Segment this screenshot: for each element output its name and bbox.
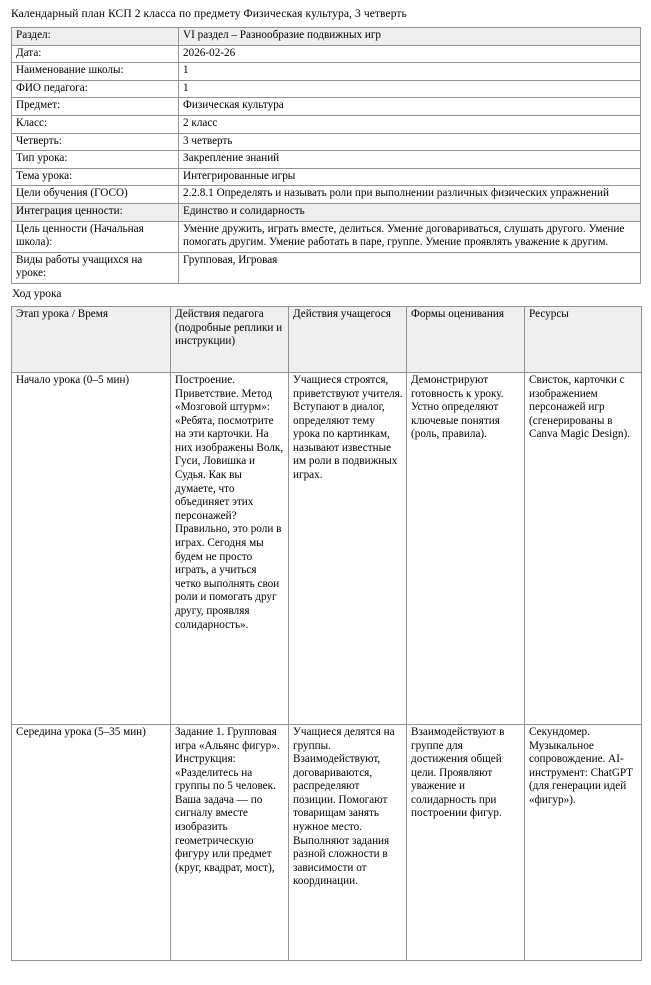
- info-value: 2 класс: [179, 115, 641, 133]
- column-header-student-actions: Действия учащегося: [289, 306, 407, 372]
- table-row: [12, 724, 642, 960]
- info-label: Дата:: [12, 45, 179, 63]
- info-value: Групповая, Игровая: [179, 252, 641, 283]
- table-row: [12, 80, 641, 98]
- table-row: [12, 151, 641, 169]
- cell-assessment: Взаимодействуют в группе для достижения общей цели. Проявляют уважение и солидарность при построении фигур.: [407, 724, 525, 960]
- info-label: Раздел:: [12, 28, 179, 46]
- info-label: Интеграция ценности:: [12, 203, 179, 221]
- info-label: Виды работы учащихся на уроке:: [12, 252, 179, 283]
- cell-assessment: Демонстрируют готовность к уроку. Устно определяют ключевые понятия (роль, правила).: [407, 372, 525, 724]
- info-label: Цель ценности (Начальная школа):: [12, 221, 179, 252]
- info-value: 3 четверть: [179, 133, 641, 151]
- lesson-flow-body: [12, 372, 642, 960]
- table-header-row: [12, 306, 642, 372]
- column-header-assessment: Формы оценивания: [407, 306, 525, 372]
- lesson-flow-table: [11, 306, 642, 961]
- column-header-stage: Этап урока / Время: [12, 306, 171, 372]
- lesson-flow-header: [12, 306, 642, 372]
- info-label: Цели обучения (ГОСО): [12, 186, 179, 204]
- info-value: 1: [179, 63, 641, 81]
- info-label: Наименование школы:: [12, 63, 179, 81]
- column-header-resources: Ресурсы: [525, 306, 642, 372]
- info-label: Тема урока:: [12, 168, 179, 186]
- info-value: VI раздел – Разнообразие подвижных игр: [179, 28, 641, 46]
- cell-student-actions: Учащиеся делятся на группы. Взаимодействуют, договариваются, распределяют позиции. Помогают товарищам занять нужное место. Выполняют задания разной сложности в зависимости от координации.: [289, 724, 407, 960]
- section-heading-lesson-flow: Ход урока: [12, 287, 62, 300]
- info-value: Умение дружить, играть вместе, делиться. Умение договариваться, слушать другого. Умение помогать другим. Умение работать в паре, группе. Умение проявлять уважение к другим.: [179, 221, 641, 252]
- cell-student-actions: Учащиеся строятся, приветствуют учителя. Вступают в диалог, определяют тему урока по картинкам, называют известные им роли в подвижных играх.: [289, 372, 407, 724]
- table-row: [12, 203, 641, 221]
- cell-resources: Секундомер. Музыкальное сопровождение. AI-инструмент: ChatGPT (для генерации идей «фигур»).: [525, 724, 642, 960]
- info-value: Закрепление знаний: [179, 151, 641, 169]
- table-row: [12, 252, 641, 283]
- column-header-teacher-actions: Действия педагога (подробные реплики и инструкции): [171, 306, 289, 372]
- table-row: [12, 115, 641, 133]
- table-row: [12, 372, 642, 724]
- info-label: ФИО педагога:: [12, 80, 179, 98]
- info-label: Четверть:: [12, 133, 179, 151]
- lesson-info-body: [12, 28, 641, 284]
- cell-stage: Середина урока (5–35 мин): [12, 724, 171, 960]
- page-title: Календарный план КСП 2 класса по предмету Физическая культура, 3 четверть: [11, 8, 407, 20]
- table-row: [12, 133, 641, 151]
- cell-resources: Свисток, карточки с изображением персонажей игр (сгенерированы в Canva Magic Design).: [525, 372, 642, 724]
- info-value: 2.2.8.1 Определять и называть роли при выполнении различных физических упражнений: [179, 186, 641, 204]
- info-value: Интегрированные игры: [179, 168, 641, 186]
- table-row: [12, 63, 641, 81]
- table-row: [12, 186, 641, 204]
- table-row: [12, 28, 641, 46]
- table-row: [12, 98, 641, 116]
- table-row: [12, 168, 641, 186]
- info-value: Единство и солидарность: [179, 203, 641, 221]
- info-value: 2026-02-26: [179, 45, 641, 63]
- table-row: [12, 45, 641, 63]
- info-label: Предмет:: [12, 98, 179, 116]
- cell-stage: Начало урока (0–5 мин): [12, 372, 171, 724]
- cell-teacher-actions: Построение. Приветствие. Метод «Мозговой штурм»: «Ребята, посмотрите на эти карточки. На них изображены Волк, Гуси, Ловишка и Судья. Как вы думаете, что объединяет этих персонажей? Правильно, это роли в играх. Сегодня мы будем не просто играть, а учиться четко выполнять свои роли и помогать друг другу, проявляя солидарность».: [171, 372, 289, 724]
- info-label: Тип урока:: [12, 151, 179, 169]
- table-row: [12, 221, 641, 252]
- info-value: Физическая культура: [179, 98, 641, 116]
- info-label: Класс:: [12, 115, 179, 133]
- info-value: 1: [179, 80, 641, 98]
- lesson-info-table: [11, 27, 641, 284]
- cell-teacher-actions: Задание 1. Групповая игра «Альянс фигур». Инструкция: «Разделитесь на группы по 5 человек. Ваша задача — по сигналу вместе изобразить геометрическую фигуру или предмет (круг, квадрат, мост),: [171, 724, 289, 960]
